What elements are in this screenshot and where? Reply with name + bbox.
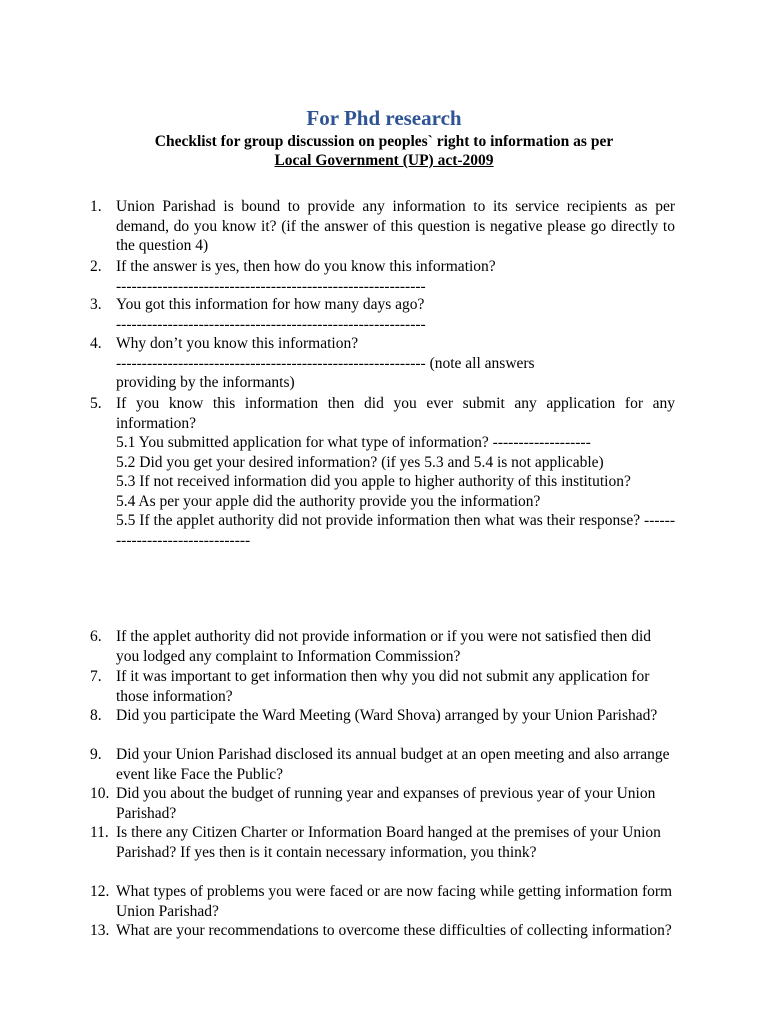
question-13 xyxy=(90,921,675,941)
subquestion-5-4: 5.4 As per your apple did the authority provide you the information? xyxy=(116,492,541,510)
question-7 xyxy=(90,667,675,706)
question-8 xyxy=(90,706,675,726)
question-number: 12. xyxy=(90,883,110,900)
answer-line: ------------------------------------------------------------ xyxy=(116,315,426,333)
question-number: 6. xyxy=(90,628,102,645)
question-6 xyxy=(90,627,675,666)
document-title: For Phd research xyxy=(306,106,462,130)
question-4 xyxy=(90,334,675,393)
question-number: 11. xyxy=(90,824,109,841)
question-text: Did you participate the Ward Meeting (Ward Shova) arranged by your Union Parishad? xyxy=(116,707,658,724)
checklist-heading-line-1: Checklist for group discussion on peoples` right to information as per xyxy=(154,133,614,150)
question-text: Did you about the budget of running year and expanses of previous year of your Union Parishad? xyxy=(116,785,656,822)
question-1 xyxy=(90,197,675,256)
question-number: 2. xyxy=(90,258,102,275)
question-number: 3. xyxy=(90,296,102,313)
question-text: If it was important to get information then why you did not submit any application for those information? xyxy=(116,668,650,705)
question-12 xyxy=(90,882,675,921)
subquestion-5-1: 5.1 You submitted application for what type of information? ------------------- xyxy=(116,434,591,451)
question-text: If the answer is yes, then how do you know this information? xyxy=(116,258,496,275)
question-number: 4. xyxy=(90,335,102,352)
answer-note: providing by the informants) xyxy=(116,374,295,391)
question-text: Did your Union Parishad disclosed its annual budget at an open meeting and also arrange event like Face the Public? xyxy=(116,746,670,783)
question-text: If the applet authority did not provide information or if you were not satisfied then did you lodged any complaint to Information Commission? xyxy=(116,628,652,665)
question-2 xyxy=(90,257,675,296)
subquestion-5-2: 5.2 Did you get your desired information? (if yes 5.3 and 5.4 is not applicable) xyxy=(116,453,604,471)
question-9 xyxy=(90,745,675,784)
question-number: 1. xyxy=(90,198,102,215)
subquestion-5-5: 5.5 If the applet authority did not provide information then what was their response? -------------------------------- xyxy=(116,512,675,549)
question-text: What types of problems you were faced or are now facing while getting information form Union Parishad? xyxy=(116,883,673,920)
question-number: 7. xyxy=(90,668,102,685)
question-text: Is there any Citizen Charter or Information Board hanged at the premises of your Union Parishad? If yes then is it contain necessary information, you think? xyxy=(116,824,661,861)
question-text: Why don’t you know this information? xyxy=(116,335,359,352)
question-number: 9. xyxy=(90,746,102,763)
question-3 xyxy=(90,295,675,334)
question-number: 10. xyxy=(90,785,110,802)
answer-line: ------------------------------------------------------------ (note all answers xyxy=(116,354,535,372)
question-5 xyxy=(90,394,675,550)
question-10 xyxy=(90,784,675,823)
question-number: 8. xyxy=(90,707,102,724)
question-text: If you know this information then did you ever submit any application for any information? xyxy=(116,395,675,432)
act-name: Local Government (UP) act-2009 xyxy=(274,152,494,169)
subquestion-5-3: 5.3 If not received information did you apple to higher authority of this institution? xyxy=(116,473,631,490)
question-text: What are your recommendations to overcome these difficulties of collecting information? xyxy=(116,922,672,939)
question-11 xyxy=(90,823,675,862)
question-text: You got this information for how many days ago? xyxy=(116,296,425,313)
checklist-heading-line-2 xyxy=(0,151,768,171)
question-number: 5. xyxy=(90,395,102,412)
answer-line: ------------------------------------------------------------ xyxy=(116,277,426,295)
question-text: Union Parishad is bound to provide any information to its service recipients as per demand, do you know it? (if the answer of this question is negative please go directly to the question 4) xyxy=(116,198,675,254)
question-number: 13. xyxy=(90,922,110,939)
